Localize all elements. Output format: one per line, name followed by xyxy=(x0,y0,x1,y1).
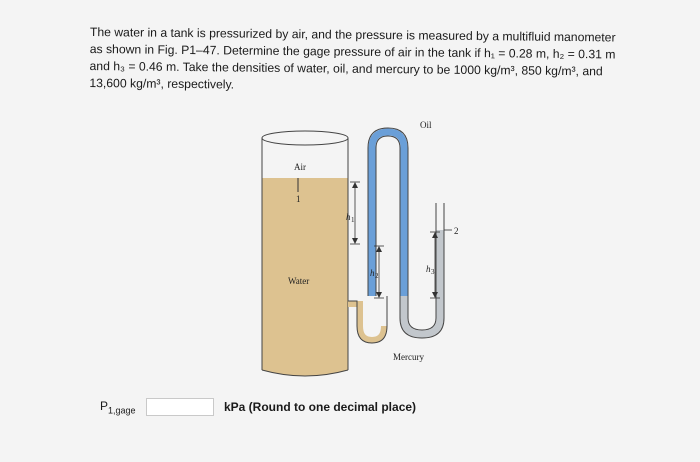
h2-label: h xyxy=(370,268,375,278)
tank-bottom xyxy=(262,370,348,376)
problem-line-2: as shown in Fig. P1–47. Determine the gage pressure of air in the tank if h₁ = 0.28 m, h₂ = 0.31 m xyxy=(89,41,616,62)
answer-unit-note: kPa (Round to one decimal place) xyxy=(224,400,417,414)
oil-tube-inner xyxy=(376,136,400,296)
manometer-figure xyxy=(250,108,480,378)
answer-label xyxy=(100,399,146,415)
answer-label-sub: 1,gage xyxy=(108,405,136,416)
problem-line-1: The water in a tank is pressurized by air, and the pressure is measured by a multifluid manometer xyxy=(89,24,616,45)
point-1-label: 1 xyxy=(296,194,301,204)
problem-statement xyxy=(89,24,650,98)
h2-sub-label: 2 xyxy=(375,272,379,280)
water-leg-tube xyxy=(348,304,384,340)
mercury-tube-inner xyxy=(408,203,436,330)
tank-water xyxy=(262,178,348,370)
h1-label: h xyxy=(346,212,351,222)
point-2-label: 2 xyxy=(454,226,459,236)
h3-sub-label: 3 xyxy=(431,268,435,276)
h1-sub-label: 1 xyxy=(351,216,355,224)
answer-row xyxy=(100,396,416,418)
manometer-diagram xyxy=(250,108,480,378)
mercury-label: Mercury xyxy=(393,352,424,362)
air-label: Air xyxy=(294,162,306,172)
h3-label: h xyxy=(426,264,431,274)
answer-input[interactable] xyxy=(146,398,214,416)
tank-top xyxy=(262,131,348,145)
oil-label: Oil xyxy=(420,120,432,130)
water-label: Water xyxy=(288,276,310,286)
problem-line-3: and h₃ = 0.46 m. Take the densities of water, oil, and mercury to be 1000 kg/m³, 850 kg/m³, and xyxy=(89,58,603,79)
problem-line-4: 13,600 kg/m³, respectively. xyxy=(89,75,235,92)
answer-label-main: P xyxy=(100,398,109,413)
